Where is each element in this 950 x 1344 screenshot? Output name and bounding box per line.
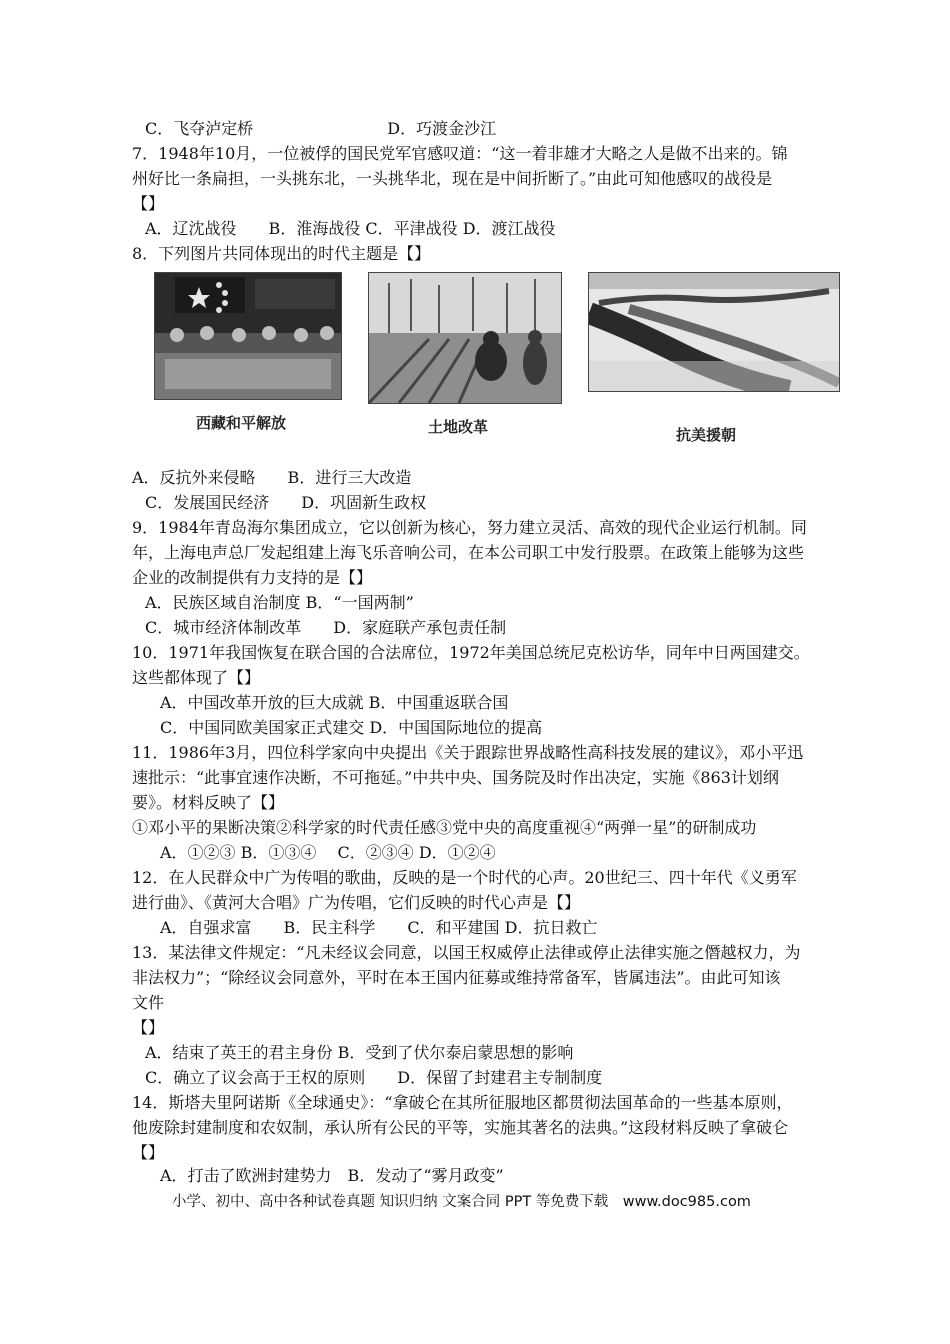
q7-line-1: 7．1948年10月，一位被俘的国民党军官感叹道：“这一着非雄才大略之人是做不出来的。锦 <box>132 144 788 163</box>
q11-options: A．①②③ B．①③④ C．②③④ D．①②④ <box>160 843 496 862</box>
q14-line-1: 14．斯塔夫里阿诺斯《全球通史》：“拿破仑在其所征服地区都贯彻法国革命的一些基本原则， <box>132 1093 793 1112</box>
q12-line-1: 12．在人民群众中广为传唱的歌曲，反映的是一个时代的心声。20世纪三、四十年代《义勇军 <box>132 868 797 887</box>
q13-options-line-2: C．确立了议会高于王权的原则 D．保留了封建君主专制制度 <box>145 1068 603 1087</box>
photo-korea-caption: 抗美援朝 <box>676 426 737 444</box>
photo-tibet <box>154 272 342 432</box>
q12-line-2: 进行曲》、《黄河大合唱》广为传唱，它们反映的时代心声是【】 <box>132 893 581 912</box>
q6-options <box>145 117 496 141</box>
photo-korea <box>588 272 840 444</box>
page-footer: 小学、初中、高中各种试卷真题 知识归纳 文案合同 PPT 等免费下载 www.doc985.com <box>172 1194 751 1210</box>
q11-line-1: 11．1986年3月，四位科学家向中央提出《关于跟踪世界战略性高科技发展的建议》，邓小平迅 <box>132 743 804 762</box>
option-d: D．巧渡金沙江 <box>387 119 497 138</box>
photo-land-reform <box>368 272 562 436</box>
q14-answer-bracket: 【】 <box>132 1143 165 1162</box>
q10-options-line-2: C．中国同欧美国家正式建交 D．中国国际地位的提高 <box>160 718 543 737</box>
q14-options-line-1: A．打击了欧洲封建势力 B．发动了“雾月政变” <box>160 1166 504 1185</box>
photo-tibet-caption: 西藏和平解放 <box>196 414 287 432</box>
q7-line-2: 州好比一条扁担，一头挑东北，一头挑华北，现在是中间折断了。”由此可知他感叹的战役是 <box>132 169 773 188</box>
q9-line-1: 9．1984年青岛海尔集团成立，它以创新为核心，努力建立灵活、高效的现代企业运行机制。同 <box>132 518 807 537</box>
photo-land-reform-caption: 土地改革 <box>428 418 489 436</box>
q8-options-line-2: C．发展国民经济 D．巩固新生政权 <box>145 493 427 512</box>
q11-line-3: 要》。材料反映了【】 <box>132 793 285 812</box>
q10-line-1: 10．1971年我国恢复在联合国的合法席位，1972年美国总统尼克松访华，同年中日两国建交。 <box>132 643 810 662</box>
photo-land-reform-image <box>368 272 562 404</box>
q10-line-2: 这些都体现了【】 <box>132 668 261 687</box>
q9-options-line-2: C．城市经济体制改革 D．家庭联产承包责任制 <box>145 618 507 637</box>
q8-options-line-1: A．反抗外来侵略 B．进行三大改造 <box>132 468 412 487</box>
q9-line-2: 年，上海电声总厂发起组建上海飞乐音响公司，在本公司职工中发行股票。在政策上能够为这些 <box>132 543 805 562</box>
q9-options-line-1: A．民族区域自治制度 B．“一国两制” <box>145 593 414 612</box>
q13-line-1: 13．某法律文件规定：“凡未经议会同意，以国王权威停止法律或停止法律实施之僭越权力，为 <box>132 943 801 962</box>
q12-options: A．自强求富 B．民主科学 C．和平建国 D．抗日救亡 <box>160 918 598 937</box>
q14-line-2: 他废除封建制度和农奴制，承认所有公民的平等，实施其著名的法典。”这段材料反映了拿破仑 <box>132 1118 789 1137</box>
q11-line-2: 速批示：“此事宜速作决断，不可拖延。”中共中央、国务院及时作出决定，实施《863计划纲 <box>132 768 779 787</box>
photo-tibet-image <box>154 272 342 400</box>
q13-options-line-1: A．结束了英王的君主身份 B．受到了伏尔泰启蒙思想的影响 <box>145 1043 574 1062</box>
q7-answer-bracket: 【】 <box>132 194 165 213</box>
q8-photo-group <box>150 272 840 452</box>
q9-line-3: 企业的改制提供有力支持的是【】 <box>132 568 373 587</box>
q10-options-line-1: A．中国改革开放的巨大成就 B．中国重返联合国 <box>160 693 509 712</box>
q13-answer-bracket: 【】 <box>132 1018 165 1037</box>
q11-statements: ①邓小平的果断决策②科学家的时代责任感③党中央的高度重视④“两弹一星”的研制成功 <box>132 818 757 837</box>
photo-korea-image <box>588 272 840 392</box>
q7-options: A．辽沈战役 B．淮海战役 C．平津战役 D．渡江战役 <box>145 219 556 238</box>
option-c: C．飞夺泸定桥 <box>145 119 254 138</box>
q8-line-1: 8．下列图片共同体现出的时代主题是【】 <box>132 244 431 263</box>
q13-line-3: 文件 <box>132 993 165 1012</box>
q13-line-2: 非法权力”；“除经议会同意外，平时在本王国内征募或维持常备军，皆属违法”。由此可知该 <box>132 968 781 987</box>
